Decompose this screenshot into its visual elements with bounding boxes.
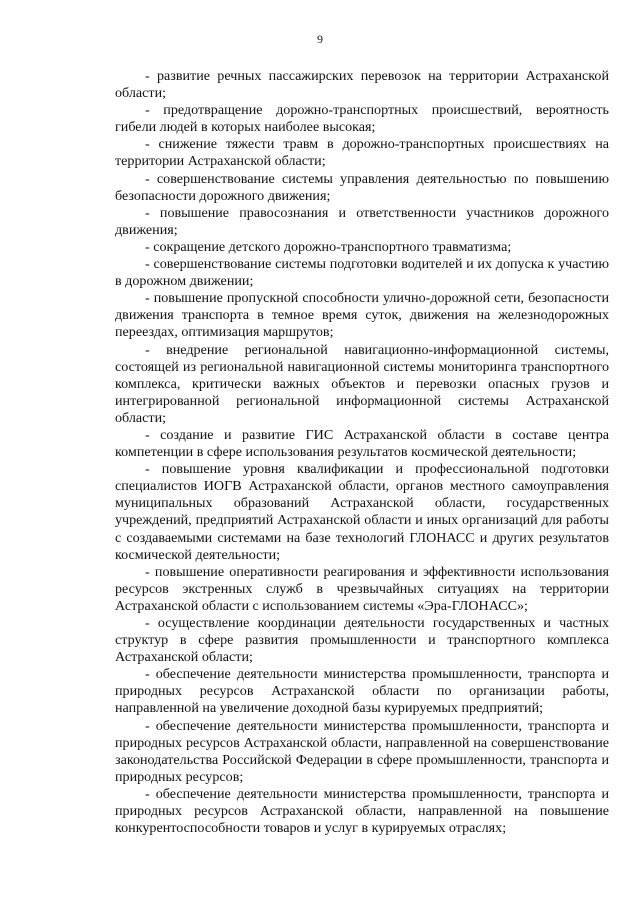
list-item: - обеспечение деятельности министерства промышленности, транспорта и природных ресурсов Астраханской области, направленной на повышение конкурентоспособности товаров и услуг в курируемых отраслях; (115, 785, 609, 837)
page-number: 9 (317, 32, 323, 46)
list-item: - сокращение детского дорожно-транспортного травматизма; (145, 238, 512, 255)
list-item: - внедрение региональной навигационно-информационной системы, состоящей из региональной навигационной системы мониторинга транспортного комплекса, критически важных объектов и перевозки опасных грузов и интегрированной региональной информационной системы Астраханской области; (115, 341, 609, 426)
list-item: - развитие речных пассажирских перевозок на территории Астраханской области; (115, 68, 609, 102)
list-item: - совершенствование системы управления деятельностью по повышению безопасности дорожного движения; (115, 170, 609, 204)
list-item: - повышение пропускной способности улично-дорожной сети, безопасности движения транспорта в темное время суток, движения на железнодорожных переездах, оптимизация маршрутов; (115, 290, 609, 341)
list-item: - осуществление координации деятельности государственных и частных структур в сфере развития промышленности и транспортного комплекса Астраханской области; (115, 615, 609, 666)
list-item: - повышение уровня квалификации и профессиональной подготовки специалистов ИОГВ Астраханской области, органов местного самоуправления муниципальных образований Астраханской области, государственных учреждений, предприятий Астраханской области и иных организаций для работы с создаваемыми системами на базе технологий ГЛОНАСС и других результатов космической деятельности; (115, 461, 609, 563)
list-item: - повышение оперативности реагирования и эффективности использования ресурсов экстренных служб в чрезвычайных ситуациях на территории Астраханской области с использованием системы «Эра-ГЛОНАСС»; (115, 563, 609, 614)
list-item: - снижение тяжести травм в дорожно-транспортных происшествиях на территории Астраханской области; (115, 136, 609, 170)
list-item: - создание и развитие ГИС Астраханской области в составе центра компетенции в сфере использования результатов космической деятельности; (115, 426, 609, 461)
list-item: - обеспечение деятельности министерства промышленности, транспорта и природных ресурсов Астраханской области по организации работы, направленной на увеличение доходной базы курируемых предприятий; (115, 666, 609, 717)
list-item: - обеспечение деятельности министерства промышленности, транспорта и природных ресурсов Астраханской области, направленной на совершенствование законодательства Российской Федерации в сфере промышленности, транспорта и природных ресурсов; (115, 717, 609, 785)
list-item: - предотвращение дорожно-транспортных происшествий, вероятность гибели людей в которых наиболее высокая; (115, 102, 609, 136)
list-item: - повышение правосознания и ответственности участников дорожного движения; (115, 204, 609, 238)
list-item: - совершенствование системы подготовки водителей и их допуска к участию в дорожном движении; (115, 256, 609, 290)
document-body (115, 68, 609, 837)
